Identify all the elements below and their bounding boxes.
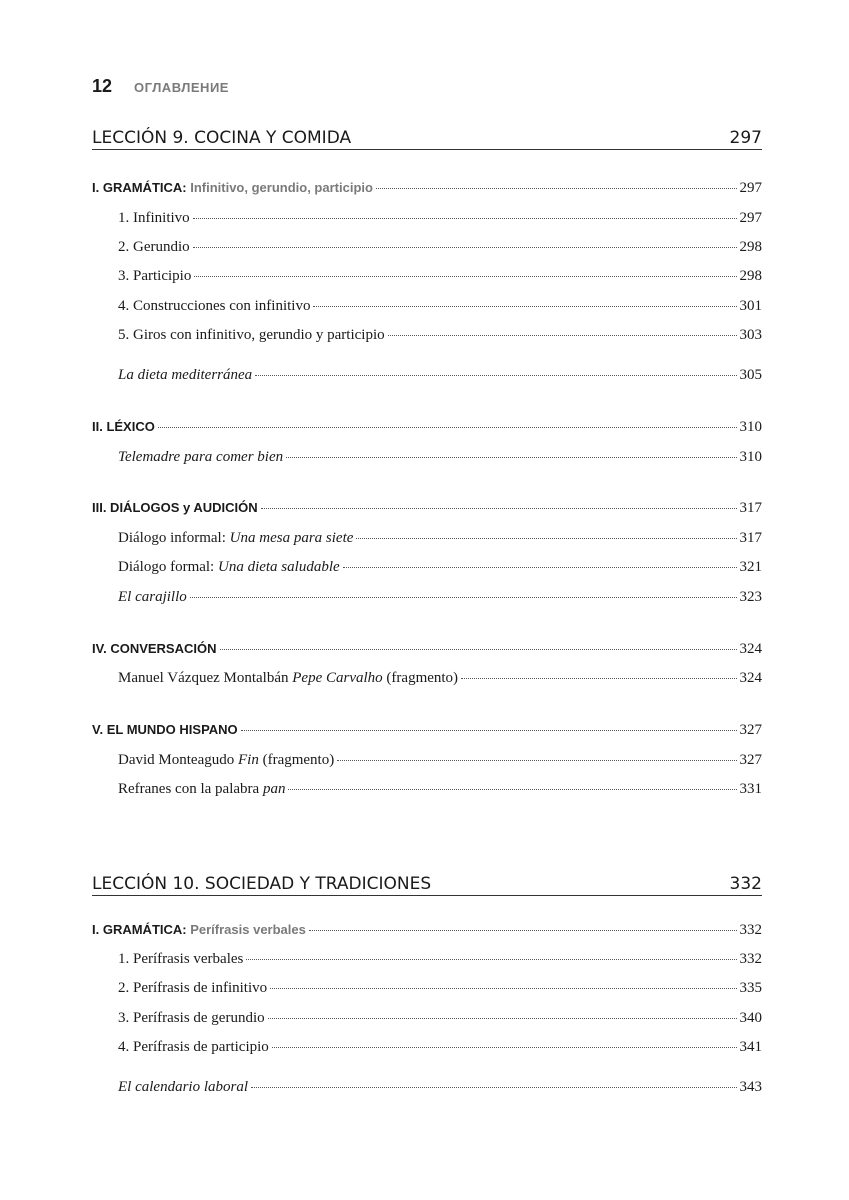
toc-section-grammar[interactable] bbox=[92, 180, 762, 197]
toc-text[interactable] bbox=[118, 752, 762, 769]
toc-label: 3. Participio bbox=[118, 268, 192, 284]
toc-page: 310 bbox=[739, 449, 762, 465]
toc-reading[interactable] bbox=[118, 589, 762, 606]
toc-page: 323 bbox=[739, 589, 762, 605]
section-label: I. GRAMÁTICA: bbox=[92, 922, 191, 937]
toc-item[interactable] bbox=[118, 268, 762, 285]
lesson-page: 297 bbox=[729, 128, 762, 148]
toc-page: 324 bbox=[739, 670, 762, 686]
dot-leader bbox=[309, 930, 737, 931]
running-title: ОГЛАВЛЕНИЕ bbox=[134, 80, 229, 95]
dot-leader bbox=[251, 1087, 737, 1088]
toc-page: 297 bbox=[739, 210, 762, 226]
toc-page: 298 bbox=[739, 239, 762, 255]
toc-page: 341 bbox=[739, 1039, 762, 1055]
toc-page: 301 bbox=[739, 298, 762, 314]
dot-leader bbox=[246, 959, 736, 960]
toc-item[interactable] bbox=[118, 298, 762, 315]
toc-reading[interactable] bbox=[118, 367, 762, 384]
toc-item[interactable] bbox=[118, 239, 762, 256]
toc-label: 4. Perífrasis de participio bbox=[118, 1039, 269, 1055]
section-label: II. LÉXICO bbox=[92, 419, 155, 434]
text-author: Manuel Vázquez Montalbán bbox=[118, 670, 293, 686]
toc-page: 317 bbox=[739, 500, 762, 516]
section-topic: Infinitivo, gerundio, participio bbox=[190, 180, 373, 195]
text-title: Pepe Carvalho bbox=[292, 670, 383, 686]
section-topic: Perífrasis verbales bbox=[190, 922, 306, 937]
toc-label: 5. Giros con infinitivo, gerundio y participio bbox=[118, 327, 385, 343]
text-word: pan bbox=[262, 781, 286, 797]
toc-page: 332 bbox=[739, 951, 762, 967]
toc-label: 1. Infinitivo bbox=[118, 210, 190, 226]
dot-leader bbox=[376, 188, 737, 189]
toc-page: 340 bbox=[739, 1010, 762, 1026]
dot-leader bbox=[272, 1047, 737, 1048]
toc-reading[interactable] bbox=[118, 1079, 762, 1096]
toc-page: 303 bbox=[739, 327, 762, 343]
section-label: V. EL MUNDO HISPANO bbox=[92, 722, 238, 737]
dot-leader bbox=[343, 567, 737, 568]
dot-leader bbox=[356, 538, 736, 539]
lesson-page: 332 bbox=[729, 874, 762, 894]
toc-section-grammar[interactable] bbox=[92, 922, 762, 939]
dot-leader bbox=[288, 789, 736, 790]
toc-label: 4. Construcciones con infinitivo bbox=[118, 298, 311, 314]
toc-page: 327 bbox=[739, 722, 762, 738]
dot-leader bbox=[270, 988, 736, 989]
page-number: 12 bbox=[92, 76, 113, 96]
toc-page: 317 bbox=[739, 530, 762, 546]
toc-item[interactable] bbox=[118, 980, 762, 997]
dialog-type: Diálogo formal: bbox=[118, 559, 218, 575]
text-author: David Monteagudo bbox=[118, 752, 238, 768]
lesson-10-heading[interactable] bbox=[92, 870, 762, 896]
text-title: Fin bbox=[237, 752, 259, 768]
toc-label: La dieta mediterránea bbox=[118, 367, 253, 383]
toc-section-mundo-hispano[interactable] bbox=[92, 722, 762, 739]
dot-leader bbox=[255, 375, 736, 376]
toc-label: El carajillo bbox=[118, 589, 187, 605]
toc-page: 298 bbox=[739, 268, 762, 284]
toc-section-conversacion[interactable] bbox=[92, 641, 762, 658]
dot-leader bbox=[193, 218, 737, 219]
toc-item[interactable] bbox=[118, 1010, 762, 1027]
toc-label: 2. Gerundio bbox=[118, 239, 190, 255]
dot-leader bbox=[220, 649, 737, 650]
dot-leader bbox=[158, 427, 737, 428]
toc-item[interactable] bbox=[118, 327, 762, 344]
dot-leader bbox=[461, 678, 736, 679]
text-suffix: (fragmento) bbox=[258, 752, 335, 768]
toc-label: El calendario laboral bbox=[118, 1079, 248, 1095]
toc-page: 327 bbox=[739, 752, 762, 768]
lesson-title: LECCIÓN 9. COCINA Y COMIDA bbox=[92, 128, 352, 148]
toc-item[interactable] bbox=[118, 1039, 762, 1056]
text-prefix: Refranes con la palabra bbox=[118, 781, 263, 797]
toc-page: 335 bbox=[739, 980, 762, 996]
toc-label: 3. Perífrasis de gerundio bbox=[118, 1010, 265, 1026]
dot-leader bbox=[337, 760, 736, 761]
toc-page: 331 bbox=[739, 781, 762, 797]
dialog-title: Una dieta saludable bbox=[217, 559, 340, 575]
dot-leader bbox=[261, 508, 737, 509]
toc-item[interactable] bbox=[118, 951, 762, 968]
toc-label: Telemadre para comer bien bbox=[118, 449, 284, 465]
toc-page: 321 bbox=[739, 559, 762, 575]
toc-text[interactable] bbox=[118, 781, 762, 798]
lesson-9-heading[interactable] bbox=[92, 124, 762, 150]
toc-page: 343 bbox=[739, 1079, 762, 1095]
toc-page: 332 bbox=[739, 922, 762, 938]
dot-leader bbox=[286, 457, 736, 458]
toc-reading[interactable] bbox=[118, 449, 762, 466]
section-label: IV. CONVERSACIÓN bbox=[92, 641, 217, 656]
text-suffix: (fragmento) bbox=[382, 670, 459, 686]
dot-leader bbox=[194, 276, 736, 277]
dot-leader bbox=[190, 597, 737, 598]
toc-page: 310 bbox=[739, 419, 762, 435]
toc-label: 1. Perífrasis verbales bbox=[118, 951, 244, 967]
dot-leader bbox=[193, 247, 737, 248]
dot-leader bbox=[268, 1018, 737, 1019]
toc-page: 297 bbox=[739, 180, 762, 196]
dot-leader bbox=[313, 306, 736, 307]
dot-leader bbox=[388, 335, 737, 336]
toc-section-lexico[interactable] bbox=[92, 419, 762, 436]
dialog-title: Una mesa para siete bbox=[229, 530, 354, 546]
toc-dialog[interactable] bbox=[118, 559, 762, 576]
toc-text[interactable] bbox=[118, 670, 762, 687]
toc-page: 305 bbox=[739, 367, 762, 383]
toc-dialog[interactable] bbox=[118, 530, 762, 547]
toc-item[interactable] bbox=[118, 210, 762, 227]
page-header bbox=[92, 76, 229, 100]
toc-label: 2. Perífrasis de infinitivo bbox=[118, 980, 268, 996]
dialog-type: Diálogo informal: bbox=[118, 530, 230, 546]
section-label: I. GRAMÁTICA: bbox=[92, 180, 191, 195]
toc-section-dialogos[interactable] bbox=[92, 500, 762, 517]
lesson-title: LECCIÓN 10. SOCIEDAD Y TRADICIONES bbox=[92, 874, 432, 894]
section-label: III. DIÁLOGOS y AUDICIÓN bbox=[92, 500, 258, 515]
dot-leader bbox=[241, 730, 737, 731]
toc-page: 324 bbox=[739, 641, 762, 657]
